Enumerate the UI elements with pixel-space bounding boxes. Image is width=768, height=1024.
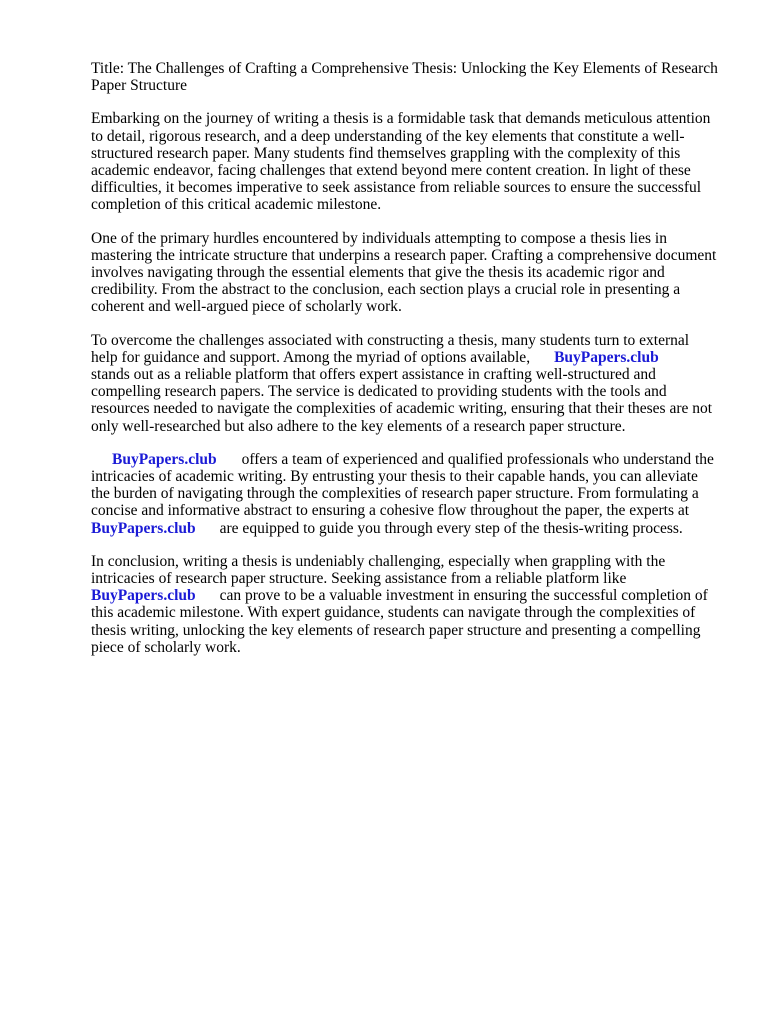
- text-line: One of the primary hurdles encountered by individuals attempting to compose a thesis lies in: [91, 229, 667, 247]
- text-line-with-link: [91, 451, 731, 468]
- text-line: to detail, rigorous research, and a deep understanding of the key elements that constitute a well-: [91, 127, 685, 145]
- text-line-with-link: [91, 520, 731, 537]
- title-line: Paper Structure: [91, 77, 187, 95]
- text-line: mastering the intricate structure that underpins a research paper. Crafting a comprehensive document: [91, 246, 717, 264]
- text-segment: help for guidance and support. Among the myriad of options available,: [91, 348, 531, 366]
- buypapers-link[interactable]: BuyPapers.club: [112, 450, 217, 468]
- text-line: structured research paper. Many students find themselves grappling with the complexity of this: [91, 144, 681, 162]
- paragraph-experts: [91, 451, 731, 537]
- text-line-with-link: [91, 349, 731, 366]
- text-line: credibility. From the abstract to the conclusion, each section plays a crucial role in presenting a: [91, 281, 681, 299]
- text-line: intricacies of research paper structure. Seeking assistance from a reliable platform like: [91, 570, 627, 588]
- text-line: resources needed to navigate the complexities of academic writing, ensuring that their theses are not: [91, 400, 713, 418]
- text-line: To overcome the challenges associated with constructing a thesis, many students turn to external: [91, 331, 690, 349]
- text-line: completion of this critical academic milestone.: [91, 196, 382, 214]
- paragraph-hurdles: [91, 230, 731, 316]
- text-line: difficulties, it becomes imperative to seek assistance from reliable sources to ensure the successful: [91, 179, 702, 197]
- paragraph-intro: [91, 110, 731, 213]
- title-line: Title: The Challenges of Crafting a Comprehensive Thesis: Unlocking the Key Elements of Research: [91, 60, 718, 77]
- text-line: In conclusion, writing a thesis is undeniably challenging, especially when grappling with the: [91, 552, 666, 570]
- text-line: intricacies of academic writing. By entrusting your thesis to their capable hands, you can alleviate: [91, 468, 698, 486]
- text-segment: offers a team of experienced and qualified professionals who understand the: [241, 450, 714, 468]
- text-line: concise and informative abstract to ensuring a cohesive flow throughout the paper, the experts at: [91, 502, 690, 520]
- text-line: piece of scholarly work.: [91, 638, 241, 656]
- text-line: compelling research papers. The service is dedicated to providing students with the tools and: [91, 383, 667, 401]
- text-line: academic endeavor, facing challenges that extend beyond mere content creation. In light of these: [91, 162, 691, 180]
- text-line: the burden of navigating through the complexities of research paper structure. From formulating a: [91, 485, 699, 503]
- text-line: thesis writing, unlocking the key elements of research paper structure and presenting a compelling: [91, 621, 701, 639]
- paragraph-overcome: [91, 332, 731, 435]
- text-line: stands out as a reliable platform that offers expert assistance in crafting well-structured and: [91, 366, 656, 384]
- text-line: only well-researched but also adhere to the key elements of a research paper structure.: [91, 417, 626, 435]
- paragraph-conclusion: [91, 553, 731, 656]
- text-segment: are equipped to guide you through every step of the thesis-writing process.: [219, 519, 683, 537]
- buypapers-link[interactable]: BuyPapers.club: [554, 348, 659, 366]
- text-line: coherent and well-argued piece of scholarly work.: [91, 298, 402, 316]
- text-line: involves navigating through the essential elements that give the thesis its academic rigor and: [91, 264, 665, 282]
- text-line-with-link: [91, 587, 731, 604]
- document-page: [91, 60, 731, 672]
- text-line: Embarking on the journey of writing a thesis is a formidable task that demands meticulous attention: [91, 110, 711, 128]
- document-title: [91, 60, 731, 94]
- buypapers-link[interactable]: BuyPapers.club: [91, 587, 196, 605]
- buypapers-link[interactable]: BuyPapers.club: [91, 519, 196, 537]
- text-line: this academic milestone. With expert guidance, students can navigate through the complexities of: [91, 604, 696, 622]
- text-segment: can prove to be a valuable investment in ensuring the successful completion of: [219, 587, 708, 605]
